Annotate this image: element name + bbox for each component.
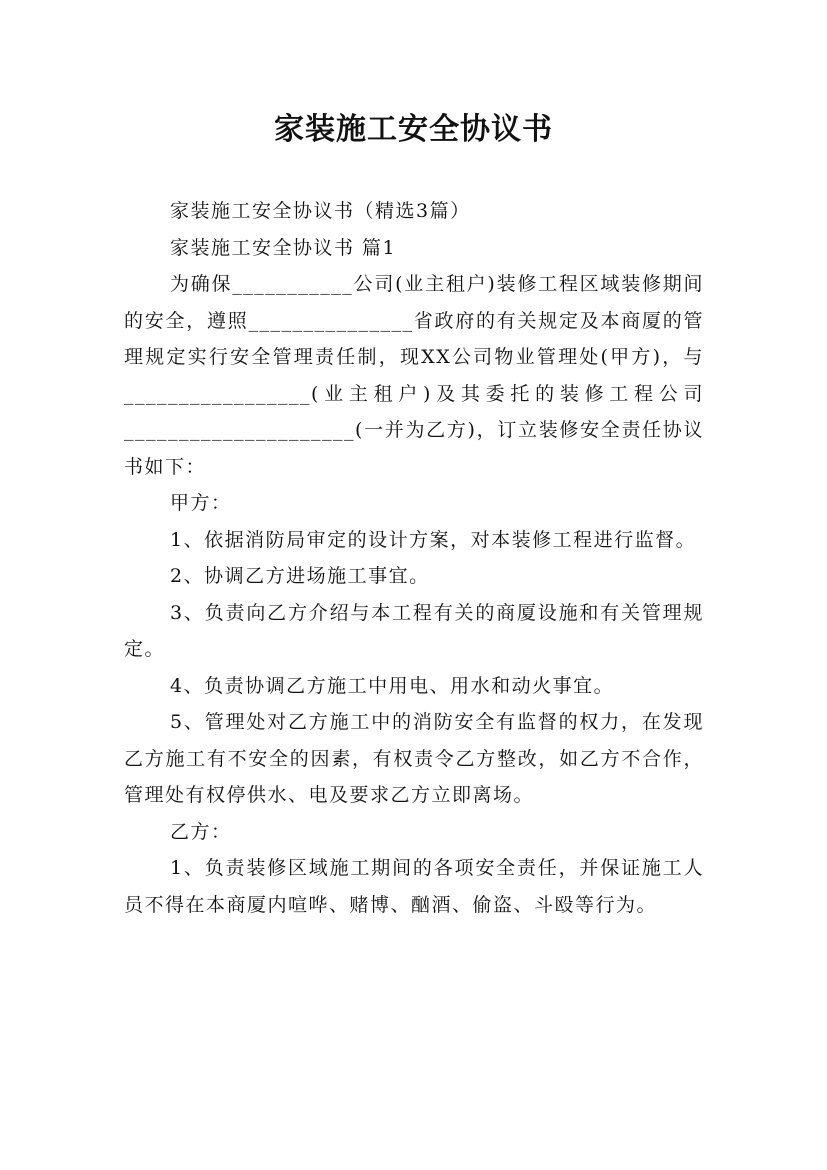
party-a-item-5: 5、管理处对乙方施工中的消防安全有监督的权力，在发现乙方施工有不安全的因素，有权责令乙方整改，如乙方不合作，管理处有权停供水、电及要求乙方立即离场。 — [124, 711, 704, 806]
party-a-heading: 甲方： — [170, 492, 232, 514]
party-b-item-1: 1、负责装修区域施工期间的各项安全责任，并保证施工人员不得在本商厦内喧哗、赌博、酗酒、偷盗、斗殴等行为。 — [124, 857, 704, 916]
intro-paragraph: 为确保___________公司(业主租户)装修工程区域装修期间的安全，遵照_______________省政府的有关规定及本商厦的管理规定实行安全管理责任制，现XX公司物业管理处(甲方)，与_________________(业主租户)及其委托的装修工程公司_____________________(一并为乙方)，订立装修安全责任协议书如下： — [124, 273, 704, 478]
section-heading: 家装施工安全协议书 篇1 — [170, 236, 397, 259]
party-b-heading: 乙方： — [170, 820, 232, 843]
document-body — [124, 193, 704, 923]
subtitle-paragraph: 家装施工安全协议书（精选3篇） — [170, 200, 471, 222]
party-a-item-1: 1、依据消防局审定的设计方案，对本装修工程进行监督。 — [170, 528, 697, 551]
party-a-item-2: 2、协调乙方进场施工事宜。 — [170, 565, 430, 587]
party-a-item-4: 4、负责协调乙方施工中用电、用水和动火事宜。 — [170, 674, 615, 697]
document-title: 家装施工安全协议书 — [274, 112, 553, 147]
party-a-item-3: 3、负责向乙方介绍与本工程有关的商厦设施和有关管理规定。 — [124, 601, 704, 660]
